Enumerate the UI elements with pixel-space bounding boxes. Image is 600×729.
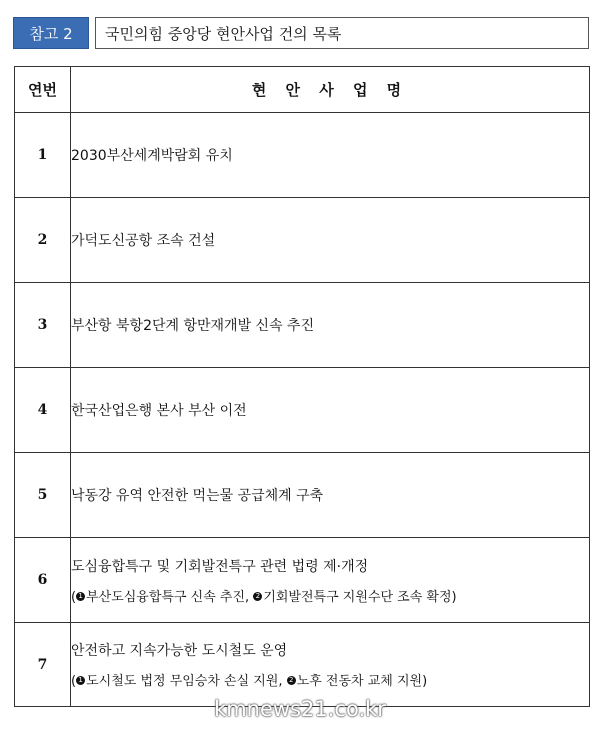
project-name: 가덕도신공항 조속 건설 [71,198,590,283]
watermark: kmnews21.co.kr [214,697,386,721]
table-row [15,453,590,538]
paren-open: ( [71,674,77,689]
row-number: 4 [15,368,71,453]
detail-item: 부산도심융합특구 신속 추진, [86,589,254,605]
project-cell [71,623,590,707]
table-row [15,283,590,368]
project-detail [71,586,589,605]
table-row [15,113,590,198]
number-two-icon: 2 [253,592,262,601]
project-name: 부산항 북항2단계 항만재개발 신속 추진 [71,283,590,368]
row-number: 3 [15,283,71,368]
row-number: 6 [15,538,71,623]
detail-item: 노후 전동차 교체 지원 [296,674,423,689]
paren-open: ( [71,589,77,605]
row-number: 5 [15,453,71,538]
table-row [15,538,590,623]
reference-badge: 참고 2 [13,17,89,49]
detail-item: 도시철도 법정 무임승차 손실 지원, [86,674,287,689]
project-detail [71,670,589,689]
project-table [14,66,590,707]
column-header-number: 연번 [15,67,71,113]
project-name: 낙동강 유역 안전한 먹는물 공급체계 구축 [71,453,590,538]
table-row [15,623,590,707]
document-title: 국민의힘 중앙당 현안사업 건의 목록 [95,17,589,49]
number-one-icon: 1 [76,676,85,685]
row-number: 2 [15,198,71,283]
table-row [15,198,590,283]
table-row [15,368,590,453]
detail-item: 기회발전특구 지원수단 조속 확정 [263,589,452,605]
project-name: 안전하고 지속가능한 도시철도 운영 [71,643,288,659]
project-cell [71,538,590,623]
paren-close: ) [422,674,428,689]
row-number: 7 [15,623,71,707]
number-one-icon: 1 [76,592,85,601]
column-header-project-name: 현 안 사 업 명 [71,67,590,113]
row-number: 1 [15,113,71,198]
project-name: 한국산업은행 본사 부산 이전 [71,368,590,453]
paren-close: ) [451,589,457,605]
number-two-icon: 2 [287,676,296,685]
project-name: 도심융합특구 및 기회발전특구 관련 법령 제·개정 [71,558,369,575]
table-header-row [15,67,590,113]
project-name: 2030부산세계박람회 유치 [71,113,590,198]
header-bar [13,17,89,49]
